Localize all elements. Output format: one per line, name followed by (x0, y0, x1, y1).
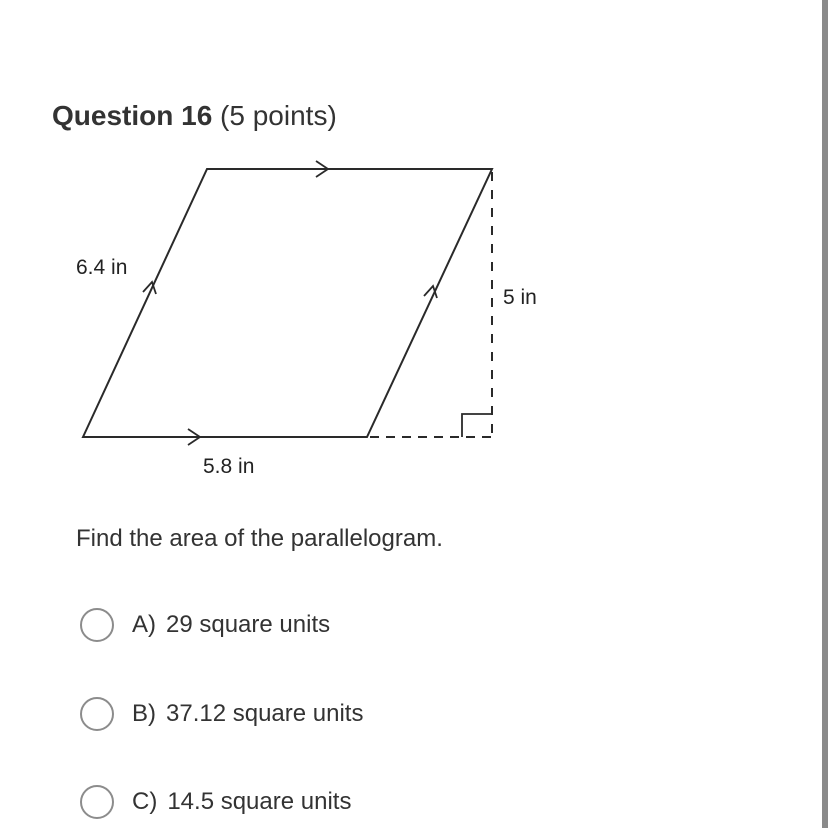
parallel-mark-right (424, 286, 437, 298)
radio-button-c[interactable] (80, 785, 114, 819)
choice-letter-b: B) (132, 700, 156, 727)
scrollbar-edge (822, 0, 828, 828)
base-length-label: 5.8 in (203, 455, 255, 478)
right-angle-marker (462, 414, 492, 437)
question-title: Question 16 (52, 100, 213, 131)
question-prompt: Find the area of the parallelogram. (76, 525, 443, 552)
answer-choice-c[interactable] (80, 782, 351, 822)
parallelogram-figure (60, 150, 560, 490)
radio-button-a[interactable] (80, 608, 114, 642)
answer-choice-b[interactable] (80, 694, 363, 734)
parallelogram-shape (83, 169, 492, 437)
question-header (52, 100, 337, 132)
height-length-label: 5 in (503, 286, 537, 309)
answer-choice-a[interactable] (80, 605, 330, 645)
choice-letter-a: A) (132, 611, 156, 638)
side-length-label: 6.4 in (76, 256, 128, 279)
radio-button-b[interactable] (80, 697, 114, 731)
choice-text-b: 37.12 square units (166, 700, 364, 727)
choice-text-c: 14.5 square units (167, 788, 352, 815)
choice-text-a: 29 square units (166, 611, 331, 638)
question-points: (5 points) (220, 100, 337, 131)
choice-letter-c: C) (132, 788, 158, 815)
